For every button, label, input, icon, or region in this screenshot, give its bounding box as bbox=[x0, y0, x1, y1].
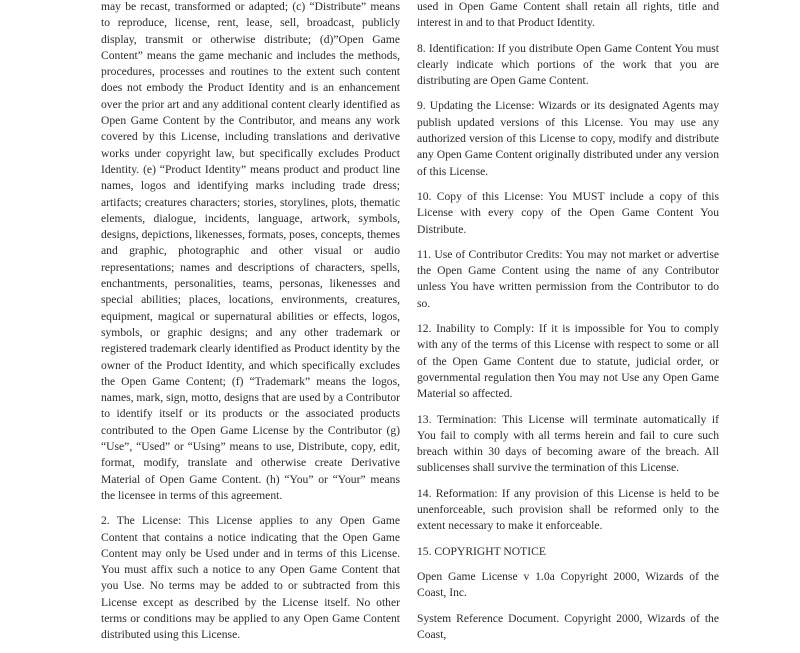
definitions-paragraph: may be recast, transformed or adapted; (c) “Distribute” means to reproduce, license, rent, lease, sell, broadcast, publicly display, transmit or otherwise distribute; (d)”Open Game Content” means the game mechanic and includes the methods, procedures, processes and routines to the extent such content does not embody the Product Identity and is an enhancement over the prior art and any additional content clearly identified as Open Game Content by the Contributor, and means any work covered by this License, including translations and derivative works under copyright law, but specifically excludes Product Identity. (e) “Product Identity” means product and product line names, logos and identifying marks including trade dress; artifacts; creatures characters; stories, storylines, plots, thematic elements, dialogue, incidents, language, artwork, symbols, designs, depictions, likenesses, formats, poses, concepts, themes and graphic, photographic and other visual or audio representations; names and descriptions of characters, spells, enchantments, personalities, teams, personas, likenesses and special abilities; places, locations, environments, creatures, equipment, magical or supernatural abilities or effects, logos, symbols, or graphic designs; and any other trademark or registered trademark clearly identified as Product identity by the owner of the Product Identity, and which specifically excludes the Open Game Content; (f) “Trademark” means the logos, names, mark, sign, motto, designs that are used by a Contributor to identify itself or its products or the associated products contributed to the Open Game License by the Contributor (g) “Use”, “Used” or “Using” means to use, Distribute, copy, edit, format, modify, translate and otherwise create Derivative Material of Open Game Content. (h) “You” or “Your” means the licensee in terms of this agreement. bbox=[101, 0, 400, 502]
section-9-updating: 9. Updating the License: Wizards or its designated Agents may publish updated versions of this License. You may use any authorized version of this License to copy, modify and distribute any Open Game Content originally distributed under any version of this License. bbox=[417, 99, 719, 178]
left-column bbox=[101, 0, 400, 653]
section-14-reformation: 14. Reformation: If any provision of this License is held to be unenforceable, such provision shall be reformed only to the extent necessary to make it enforceable. bbox=[417, 486, 719, 533]
section-8-identification: 8. Identification: If you distribute Open Game Content You must clearly indicate which portions of the work that you are distributing are Open Game Content. bbox=[417, 41, 719, 88]
right-column bbox=[417, 0, 719, 652]
section-11-credits: 11. Use of Contributor Credits: You may not market or advertise the Open Game Content using the name of any Contributor unless You have written permission from the Contributor to do so. bbox=[417, 247, 719, 310]
section-13-termination: 13. Termination: This License will terminate automatically if You fail to comply with all terms herein and fail to cure such breach within 30 days of becoming aware of the breach. All sublicenses shall survive the termination of this License. bbox=[417, 412, 719, 475]
section-15-heading: 15. COPYRIGHT NOTICE bbox=[417, 544, 546, 558]
copyright-ogl: Open Game License v 1.0a Copyright 2000, Wizards of the Coast, Inc. bbox=[417, 569, 719, 600]
section-7-continued: used in Open Game Content shall retain all rights, title and interest in and to that Product Identity. bbox=[417, 0, 719, 30]
section-10-copy: 10. Copy of this License: You MUST include a copy of this License with every copy of the Open Game Content You Distribute. bbox=[417, 189, 719, 236]
section-12-inability: 12. Inability to Comply: If it is impossible for You to comply with any of the terms of this License with respect to some or all of the Open Game Content due to statute, judicial order, or governmental regulation then You may not Use any Open Game Material so affected. bbox=[417, 322, 719, 401]
copyright-srd: System Reference Document. Copyright 2000, Wizards of the Coast, bbox=[417, 611, 719, 641]
section-2-license: 2. The License: This License applies to any Open Game Content that contains a notice indicating that the Open Game Content may only be Used under and in terms of this License. You must affix such a notice to any Open Game Content that you Use. No terms may be added to or subtracted from this License except as described by the License itself. No other terms or conditions may be applied to any Open Game Content distributed using this License. bbox=[101, 514, 400, 642]
